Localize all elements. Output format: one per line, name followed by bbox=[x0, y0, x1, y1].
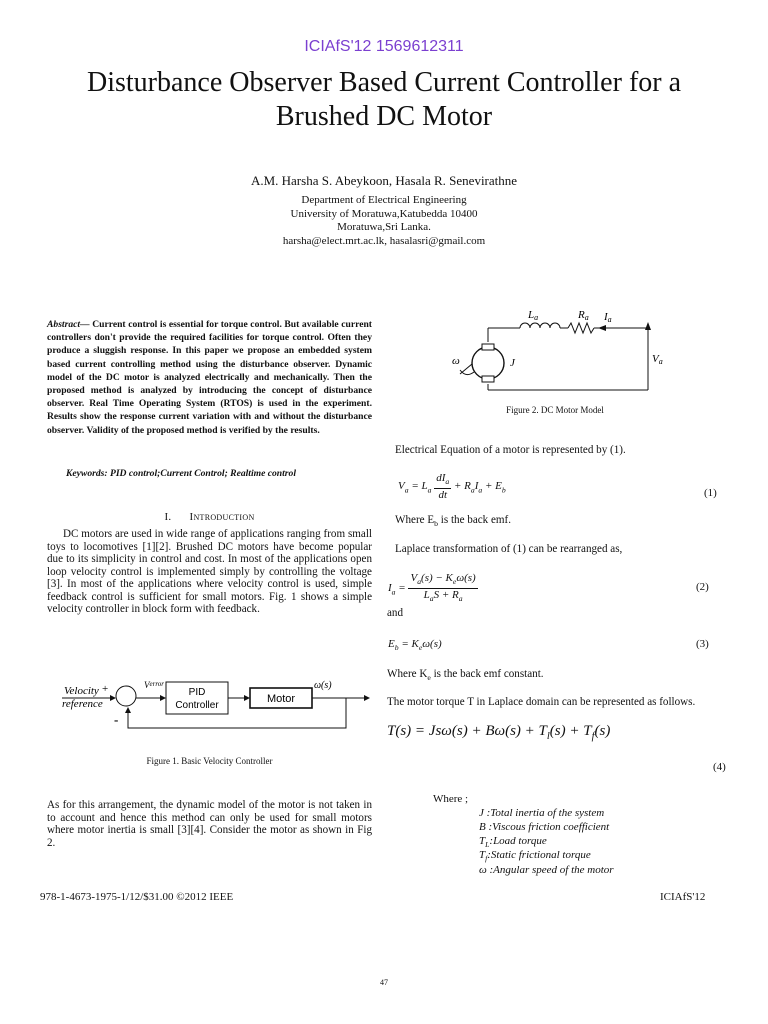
where-ke: Where $K_e$ is the back emf constant. bbox=[387, 668, 544, 683]
section-heading bbox=[47, 511, 372, 523]
title-line-2: Brushed DC Motor bbox=[275, 101, 493, 132]
fig1-minus: - bbox=[114, 712, 119, 727]
affiliation-city: Moratuwa,Sri Lanka. bbox=[337, 221, 431, 233]
figure-2-motor-model bbox=[438, 308, 678, 398]
section-number: I. bbox=[164, 511, 172, 523]
equation-3: $E_b = K_e\omega(s)$ bbox=[388, 638, 442, 653]
equation-1-number: (1) bbox=[704, 487, 717, 499]
paper-title bbox=[30, 66, 738, 134]
intro-paragraph: DC motors are used in wide range of applications ranging from small toys to locomotives [1][2]. Brushed DC motors have become popular due to its simplicity in control and cost. In most of the applications open loop velocity control is implemented simply by controlling the voltage [3]. In most of the applications where velocity control is used, simple feedback control is sufficient for small motors. Fig. 1 shows a simple velocity controller in block form with feedback. bbox=[47, 528, 372, 615]
equation-2-number: (2) bbox=[696, 581, 709, 593]
page-number: 47 bbox=[380, 978, 388, 987]
fig1-input-label-1: Velocity bbox=[64, 685, 99, 697]
footer-conference: ICIAfS'12 bbox=[660, 891, 706, 903]
figure-1-block-diagram bbox=[56, 672, 376, 752]
equation-3-number: (3) bbox=[696, 638, 709, 650]
label-La: La bbox=[528, 309, 539, 322]
torque-intro: The motor torque T in Laplace domain can be represented as follows. bbox=[387, 696, 696, 708]
equation-2: $I_a$ = $\frac{V_a(s) - K_e\omega(s)}{L_aS + R_a}$ bbox=[388, 572, 476, 604]
laplace-intro: Laplace transformation of (1) can be rearranged as, bbox=[395, 543, 623, 555]
summing-junction bbox=[116, 686, 136, 706]
equation-1: $V_a = L_a$ $\frac{dI_a}{dt}$ + $R_aI_a + E_b$ bbox=[398, 472, 506, 502]
label-Ra: Ra bbox=[578, 309, 589, 322]
equation-4-number: (4) bbox=[713, 761, 726, 773]
where-eb: Where $E_b$ is the back emf. bbox=[395, 514, 512, 529]
pid-label-2: Controller bbox=[175, 700, 219, 711]
conference-id: ICIAfS'12 1569612311 bbox=[304, 38, 464, 55]
feedback-path bbox=[128, 698, 346, 728]
figure-2-caption: Figure 2. DC Motor Model bbox=[506, 405, 604, 415]
where-label: Where ; bbox=[433, 793, 469, 805]
fig1-output-label: ω(s) bbox=[314, 680, 332, 691]
keywords: Keywords: PID control;Current Control; Realtime control bbox=[66, 468, 297, 479]
authors: A.M. Harsha S. Abeykoon, Hasala R. Senevirathne bbox=[250, 173, 518, 188]
electrical-intro: Electrical Equation of a motor is represented by (1). bbox=[395, 444, 626, 456]
label-Va: Va bbox=[652, 353, 663, 366]
definition-J: J :Total inertia of the system bbox=[479, 807, 605, 819]
affiliation-dept: Department of Electrical Engineering bbox=[301, 194, 467, 206]
inductor-symbol bbox=[520, 323, 560, 328]
motor-label: Motor bbox=[266, 693, 296, 705]
label-omega: ω bbox=[452, 355, 460, 367]
fig1-error-label: $V^{error}$ bbox=[144, 680, 165, 690]
abstract-body: Current control is essential for torque control. But available current controllers don't provide the required facilities for torque control. Often they produce a sluggish response. In this paper we propose an embedded system based current controlling method using the disturbance observer. Dynamic model of the DC motor is analyzed electrically and mechanically. Then the proposed method is analyzed by introducing the concept of disturbance observer. Real Time Operating System (RTOS) is used in the experiment. Results show the response current variation with and without the disturbance observer. Validity of the proposed method is verified by the results. bbox=[47, 319, 372, 436]
definition-B: B :Viscous friction coefficient bbox=[479, 821, 610, 833]
motor-symbol bbox=[472, 347, 504, 379]
definition-omega: ω :Angular speed of the motor bbox=[479, 864, 614, 876]
section-title: Introduction bbox=[189, 511, 255, 523]
affiliation-univ: University of Moratuwa,Katubedda 10400 bbox=[290, 208, 478, 220]
title-line-1: Disturbance Observer Based Current Controller for a bbox=[86, 67, 682, 98]
equation-4: $T(s) = Js\omega(s) + B\omega(s) + T_l(s) + T_f(s)$ bbox=[387, 723, 611, 742]
fig1-input-label-2: reference bbox=[62, 698, 103, 710]
figure-1-caption: Figure 1. Basic Velocity Controller bbox=[146, 756, 273, 766]
abstract bbox=[47, 318, 372, 437]
paragraph-2: As for this arrangement, the dynamic model of the motor is not taken in to account and hence this method can only be used for small motors where motor inertia is small [3][4]. Consider the motor as shown in Fig 2. bbox=[47, 799, 372, 849]
definition-Tf: $T_f:Static$ frictional torque bbox=[479, 849, 591, 864]
label-J: J bbox=[510, 357, 515, 369]
affiliation-emails: harsha@elect.mrt.ac.lk, hasalasri@gmail.com bbox=[282, 235, 486, 247]
definition-TL: $T_L:Load$ torque bbox=[479, 835, 547, 850]
and-text: and bbox=[387, 607, 404, 619]
pid-label-1: PID bbox=[188, 687, 206, 698]
fig1-plus: + bbox=[102, 683, 109, 695]
footer-copyright: 978-1-4673-1975-1/12/$31.00 ©2012 IEEE bbox=[40, 891, 234, 903]
resistor-symbol bbox=[568, 323, 594, 333]
abstract-lead: Abstract— bbox=[47, 319, 90, 330]
label-Ia: Ia bbox=[604, 311, 612, 324]
